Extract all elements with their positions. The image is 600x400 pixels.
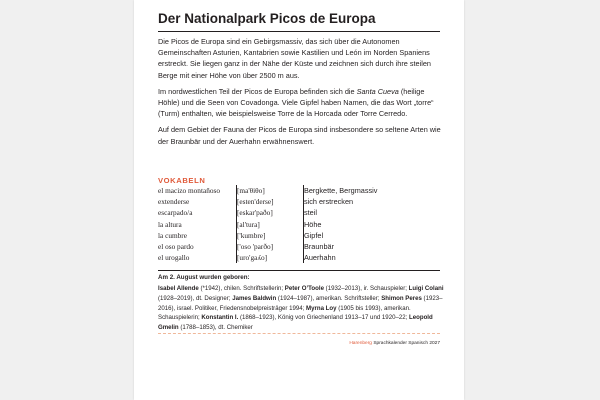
vocab-spanish: el urogallo (158, 253, 190, 263)
vocab-row (158, 185, 377, 196)
vocab-pronunciation: [esten'derse] (237, 196, 304, 207)
paragraph-2-italic: Santa Cueva (356, 86, 399, 96)
vocab-german: Braunbär (304, 241, 378, 252)
person-name: Luigi Colani (408, 285, 444, 292)
paragraph-2 (158, 86, 442, 120)
vocab-row (158, 230, 377, 241)
vocab-german: Bergkette, Bergmassiv (304, 186, 378, 196)
vocab-spanish: la altura (158, 219, 182, 229)
person-info: (1905 bis 1993), amerikan. Schauspielerin; (158, 304, 411, 322)
person-info: (1923–2016), israel. Politiker, Friedensnobelpreisträger 1994; (158, 294, 443, 312)
paragraph-1: Die Picos de Europa sind ein Gebirgsmassiv, das sich über die Autonomen Gemeinschaften Asturien, Kantabrien sowie Kastilien und León im Norden Spaniens erstreckt. Sie liegen ganz in der Nähe der Küste und zeichnen sich durch ihre steilen Berge mit einer Höhe von über 2500 m aus. (158, 37, 431, 80)
vocab-spanish: extenderse (158, 197, 190, 207)
vocab-german: Auerhahn (304, 252, 378, 263)
person-info: (*1942), chilen. Schriftstellerin; (198, 285, 285, 292)
paragraph-2-text-start: Im nordwestlichen Teil der Picos de Europa befinden sich die (158, 86, 357, 96)
person-info: (1924–1987), amerikan. Schriftsteller; (276, 294, 382, 302)
publisher-name: Harenberg (349, 341, 372, 346)
person-info: (1932–2013), ir. Schauspieler; (323, 285, 409, 292)
title-divider (158, 31, 440, 32)
vocab-german: Gipfel (304, 230, 378, 241)
person-info: (1868–1923), König von Griechenland 1913–17 und 1920–22; (238, 314, 410, 322)
vocab-german: steil (304, 207, 378, 218)
vocab-pronunciation: [eskar'paðo] (237, 207, 304, 218)
person-name: Konstantin I. (201, 314, 239, 322)
birthdays-list (158, 284, 444, 333)
person-name: Shimon Peres (381, 294, 422, 302)
footer (349, 341, 440, 346)
article-body (158, 36, 442, 152)
page-title: Der Nationalpark Picos de Europa (158, 11, 376, 26)
calendar-name: Sprachkalender Spanisch 2027 (373, 341, 440, 346)
vocab-pronunciation: [al'tura] (237, 219, 304, 230)
vocab-row (158, 252, 377, 263)
vocab-heading: VOKABELN (158, 176, 206, 185)
calendar-page (134, 0, 464, 400)
vocab-pronunciation: [uro'gaʎo] (237, 252, 304, 263)
vocab-german: sich erstrecken (304, 196, 378, 207)
vocab-row (158, 219, 377, 230)
birthdays-heading: Am 2. August wurden geboren: (158, 274, 250, 281)
footer-divider (158, 333, 440, 334)
section-divider (158, 270, 440, 271)
vocab-spanish: el macizo montañoso (158, 186, 221, 196)
vocab-pronunciation: [ma'θiθo] (237, 185, 304, 196)
vocab-pronunciation: ['kumbre] (237, 230, 304, 241)
paragraph-3: Auf dem Gebiet der Fauna der Picos de Europa sind insbesondere so seltene Arten wie der Braunbär und der Auerhahn erwähnenswert. (158, 125, 441, 146)
person-name: Isabel Allende (158, 285, 199, 292)
vocab-spanish: la cumbre (158, 230, 187, 240)
vocab-pronunciation: ['oso 'parðo] (237, 241, 304, 252)
vocab-spanish: el oso pardo (158, 242, 194, 252)
vocab-spanish: escarpado/a (158, 208, 193, 218)
vocab-table (158, 185, 377, 263)
person-info: (1788–1853), dt. Chemiker (178, 324, 253, 332)
vocab-row (158, 196, 377, 207)
vocab-german: Höhe (304, 219, 378, 230)
vocab-row (158, 241, 377, 252)
person-name: James Baldwin (232, 294, 277, 302)
person-name: Leopold Gmelin (158, 314, 433, 332)
paragraph-2-text-end: (heilige Höhle) und die Seen von Covadonga. Viele Gipfel haben Namen, die das Wort „torre“ (Turm) enthalten, wie beispielsweise Torre de la Horcada oder Torre Cerredo. (158, 86, 434, 119)
vocab-row (158, 207, 377, 218)
person-name: Peter O’Toole (284, 285, 324, 292)
person-name: Myrna Loy (306, 304, 337, 312)
person-info: (1928–2019), dt. Designer; (158, 294, 233, 302)
